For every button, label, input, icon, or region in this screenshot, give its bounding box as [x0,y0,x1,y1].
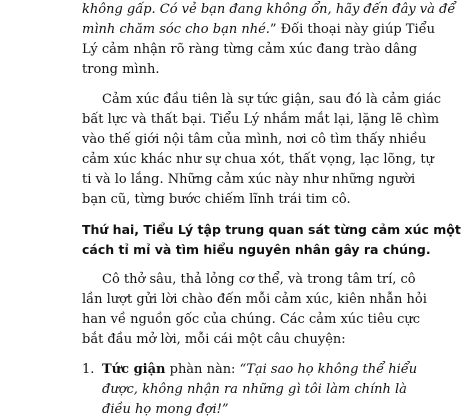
text-line: cảm xúc khác như sự chua xót, thất vọng, lạc lõng, tự [82,152,434,167]
heading-line: cách tỉ mỉ và tìm hiểu nguyên nhân gây ra chúng. [82,242,431,257]
paragraph-dialogue [82,0,456,80]
text-line: bất lực và thất bại. Tiểu Lý nhắm mắt lại, lặng lẽ chìm [82,112,440,127]
text-line [82,20,435,40]
list-item [82,360,418,420]
paragraph-gap [82,80,370,90]
text-line: Lý cảm nhận rõ ràng từng cảm xúc đang trào dâng [82,42,418,57]
text-line: vào thế giới nội tâm của mình, nơi cô tìm thấy nhiều [82,132,427,147]
text-line: han về nguồn gốc của chúng. Các cảm xúc tiêu cực [82,312,421,327]
text-line: Cảm xúc đầu tiên là sự tức giận, sau đó là cảm giác [102,92,441,107]
text: ” Đối thoại này giúp Tiểu [269,22,435,37]
italic-text: “Tại sao họ không thể hiểu [239,362,418,377]
section-heading [82,220,461,260]
paragraph-greeting [82,270,427,350]
paragraph-gap [82,350,370,360]
text-line: lần lượt gửi lời chào đến mỗi cảm xúc, kiên nhẫn hỏi [82,292,427,307]
text-line: ti và lo lắng. Những cảm xúc này như những người [82,172,416,187]
text-line: Cô thở sâu, thả lỏng cơ thể, và trong tâm trí, cô [102,272,416,287]
text-line: trong mình. [82,62,160,77]
text-line: bạn cũ, từng bước chiếm lĩnh trái tim cô. [82,192,351,207]
page-body [82,0,461,420]
italic-text: mình chăm sóc cho bạn nhé. [82,22,270,37]
list-line [82,360,418,380]
heading-line: Thứ hai, Tiểu Lý tập trung quan sát từng cảm xúc một [82,222,461,237]
list-number: 1. [82,362,95,377]
text-line: không gấp. Có vẻ bạn đang không ổn, hãy đến đây và để [82,2,456,17]
list-line: được, không nhận ra những gì tôi làm chính là [102,382,407,397]
paragraph-gap [82,260,370,270]
paragraph-gap [82,210,370,220]
text: phàn nàn: [165,362,240,377]
list-line: điều họ mong đợi!” [102,402,229,417]
list-term: Tức giận [102,362,166,377]
paragraph-emotions [82,90,441,210]
text-line: bắt đầu mở lời, mỗi cái một câu chuyện: [82,332,346,347]
